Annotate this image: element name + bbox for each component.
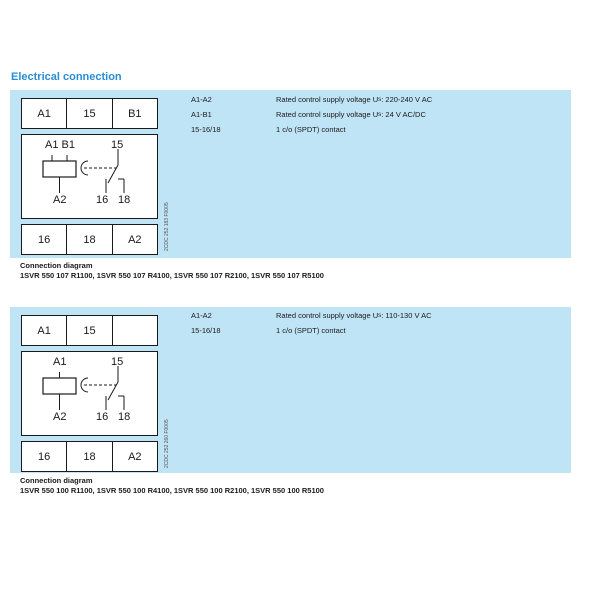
- terminal-cell: 15: [67, 99, 112, 128]
- coil-top-label: A1 B1: [45, 139, 75, 151]
- terminal-cell: 15: [67, 316, 112, 345]
- bottom-terminal-row: [21, 441, 158, 472]
- bottom-terminal-row: [21, 224, 158, 255]
- terminal-cell: B1: [128, 107, 142, 120]
- spec-row: 15-16/18 1 c/o (SPDT) contact: [191, 125, 346, 134]
- coil-top-label: A1: [53, 356, 67, 368]
- contact-bottom-left-label: 16: [96, 194, 109, 206]
- terminal-cell: A2: [128, 233, 142, 246]
- caption-heading: Connection diagram: [20, 476, 93, 485]
- spec-row: 15-16/18 1 c/o (SPDT) contact: [191, 326, 346, 335]
- caption-part-numbers: 1SVR 550 100 R1100, 1SVR 550 100 R4100, 1SVR 550 100 R2100, 1SVR 550 100 R5100: [20, 486, 324, 495]
- contact-bottom-right-label: 18: [118, 194, 131, 206]
- spec-row: A1-B1 Rated control supply voltage U s : 24 V AC/DC: [191, 110, 426, 119]
- caption-heading: Connection diagram: [20, 261, 93, 270]
- terminal-cell: 18: [67, 442, 112, 471]
- spec-list-2: [191, 308, 432, 338]
- contact-top-label: 15: [111, 356, 124, 368]
- drawing-code: 2CDC 252 183 F0005: [164, 202, 170, 251]
- caption-part-numbers: 1SVR 550 107 R1100, 1SVR 550 107 R4100, 1SVR 550 107 R2100, 1SVR 550 107 R5100: [20, 271, 324, 280]
- caption-1: [20, 261, 324, 281]
- terminal-cell: 16: [22, 442, 67, 471]
- caption-2: [20, 476, 324, 496]
- relay-circuit-icon: [22, 352, 157, 435]
- contact-bottom-left-label: 16: [96, 411, 109, 423]
- spec-list-1: [191, 92, 432, 137]
- section-title: Electrical connection: [11, 71, 122, 83]
- terminal-cell: 16: [22, 225, 67, 254]
- top-terminal-row: [21, 315, 158, 346]
- circuit-box: [21, 351, 158, 436]
- contact-bottom-right-label: 18: [118, 411, 131, 423]
- terminal-cell: A1: [22, 99, 67, 128]
- relay-circuit-icon: [22, 135, 157, 218]
- terminal-cell: 18: [67, 225, 112, 254]
- circuit-box: [21, 134, 158, 219]
- spec-row: A1-A2 Rated control supply voltage U s : 220-240 V AC: [191, 95, 433, 104]
- spec-row: A1-A2 Rated control supply voltage U s : 110-130 V AC: [191, 311, 432, 320]
- terminal-cell: A1: [22, 316, 67, 345]
- terminal-cell: [113, 316, 157, 345]
- coil-bottom-label: A2: [53, 194, 67, 206]
- top-terminal-row: [21, 98, 158, 129]
- connection-panel-1: [10, 90, 571, 258]
- connection-panel-2: [10, 307, 571, 473]
- drawing-code: 2CDC 252 260 F0005: [164, 419, 170, 468]
- contact-top-label: 15: [111, 139, 124, 151]
- coil-bottom-label: A2: [53, 411, 67, 423]
- terminal-cell: A2: [128, 450, 142, 463]
